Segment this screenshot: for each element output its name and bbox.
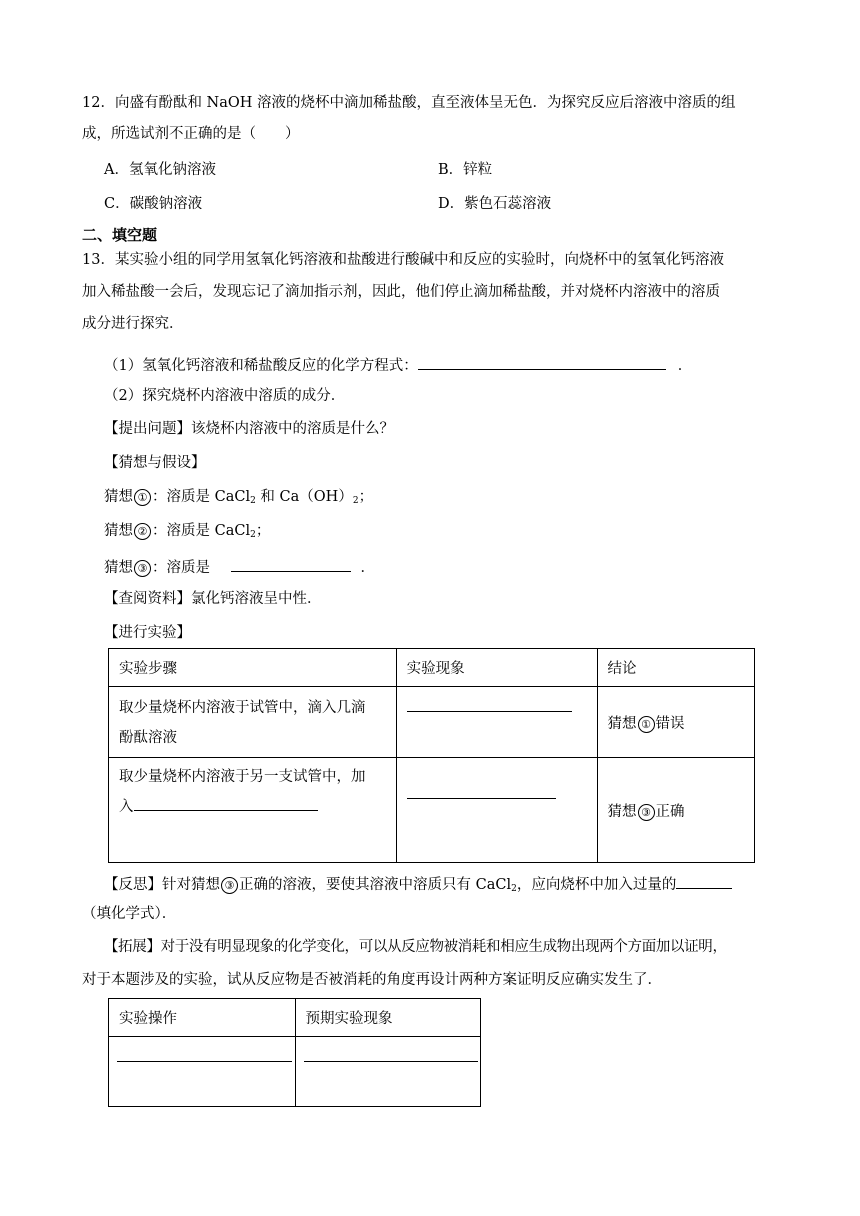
ask-question: 【提出问题】该烧杯内溶液中的溶质是什么？	[104, 421, 394, 437]
design-operation-blank[interactable]	[117, 1061, 292, 1062]
guess-title: 【猜想与假设】	[104, 455, 206, 471]
header-phenomenon: 实验现象	[396, 649, 597, 687]
reflect-line2: （填化学式）．	[82, 906, 177, 922]
q12-line1: 12．向盛有酚酞和 NaOH 溶液的烧杯中滴加稀盐酸，直至液体呈无色．为探究反应后溶液中溶质的组	[82, 95, 736, 111]
q13-sub2: （2）探究烧杯内溶液中溶质的成分．	[104, 388, 346, 404]
header-operation: 实验操作	[109, 999, 296, 1037]
q12-option-a: A．氢氧化钠溶液	[104, 162, 216, 178]
info: 【查阅资料】氯化钙溶液呈中性．	[104, 591, 322, 607]
guess-1: 猜想 ① ：溶质是 CaCl$_2$ 和 $Ca(OH)_2$；	[104, 489, 374, 506]
row1-phenomenon	[396, 687, 597, 758]
header-conclusion: 结论	[597, 649, 754, 687]
equation-answer-blank[interactable]	[418, 353, 666, 370]
guess-2: 猜想 ② ：溶质是 CaCl$_2$；	[104, 523, 271, 540]
row2-step: 取少量烧杯内溶液于另一支试管中，加 入	[109, 758, 397, 863]
q13-line2: 加入稀盐酸一会后，发现忘记了滴加指示剂，因此，他们停止滴加稀盐酸，并对烧杯内溶液中的溶质	[82, 284, 720, 300]
extend-line2: 对于本题涉及的实验，试从反应物是否被消耗的角度再设计两种方案证明反应确实发生了．	[82, 972, 662, 988]
q13-line1: 13．某实验小组的同学用氢氧化钙溶液和盐酸进行酸碱中和反应的实验时，向烧杯中的氢氧化钙溶液	[82, 252, 724, 268]
design-table	[108, 998, 481, 1107]
header-expected: 预期实验现象	[295, 999, 481, 1037]
row2-phenomenon	[396, 758, 597, 863]
table-header-row	[109, 649, 755, 687]
table-header-row	[109, 999, 481, 1037]
design-operation-cell	[109, 1037, 296, 1107]
row1-conclusion: 猜想 ① 错误	[597, 687, 754, 758]
q12-option-d: D．紫色石蕊溶液	[438, 196, 552, 212]
design-expected-cell	[295, 1037, 481, 1107]
table-row	[109, 687, 755, 758]
q12-option-c: C．碳酸钠溶液	[104, 196, 203, 212]
table-row	[109, 758, 755, 863]
row2-conclusion: 猜想 ③ 正确	[597, 758, 754, 863]
table-row	[109, 1037, 481, 1107]
row2-phenomenon-blank[interactable]	[407, 798, 556, 799]
q12-line2: 成，所选试剂不正确的是（ ）	[82, 126, 300, 142]
q13-line3: 成分进行探究．	[82, 316, 184, 332]
reflect-answer-blank[interactable]	[676, 872, 732, 889]
guess3-answer-blank[interactable]	[231, 555, 351, 572]
section-title: 二、填空题	[82, 226, 158, 244]
extend-line1: 【拓展】对于没有明显现象的化学变化，可以从反应物被消耗和相应生成物出现两个方面加以证明，	[104, 939, 727, 955]
row1-step: 取少量烧杯内溶液于试管中，滴入几滴 酚酞溶液	[109, 687, 397, 758]
row2-reagent-blank[interactable]	[134, 794, 318, 811]
q13-sub1: （1）氢氧化钙溶液和稀盐酸反应的化学方程式： ．	[104, 353, 692, 376]
experiment-title: 【进行实验】	[104, 625, 191, 641]
row1-phenomenon-blank[interactable]	[407, 711, 572, 712]
guess-3: 猜想 ③ ：溶质是 ．	[104, 555, 375, 578]
experiment-table	[108, 648, 755, 863]
reflect-line1: 【反思】针对猜想 ③ 正确的溶液，要使其溶液中溶质只有 CaCl$_2$，应向烧杯中加入过量的	[104, 872, 732, 895]
q12-option-b: B．锌粒	[438, 162, 493, 178]
design-expected-blank[interactable]	[304, 1061, 478, 1062]
header-step: 实验步骤	[109, 649, 397, 687]
